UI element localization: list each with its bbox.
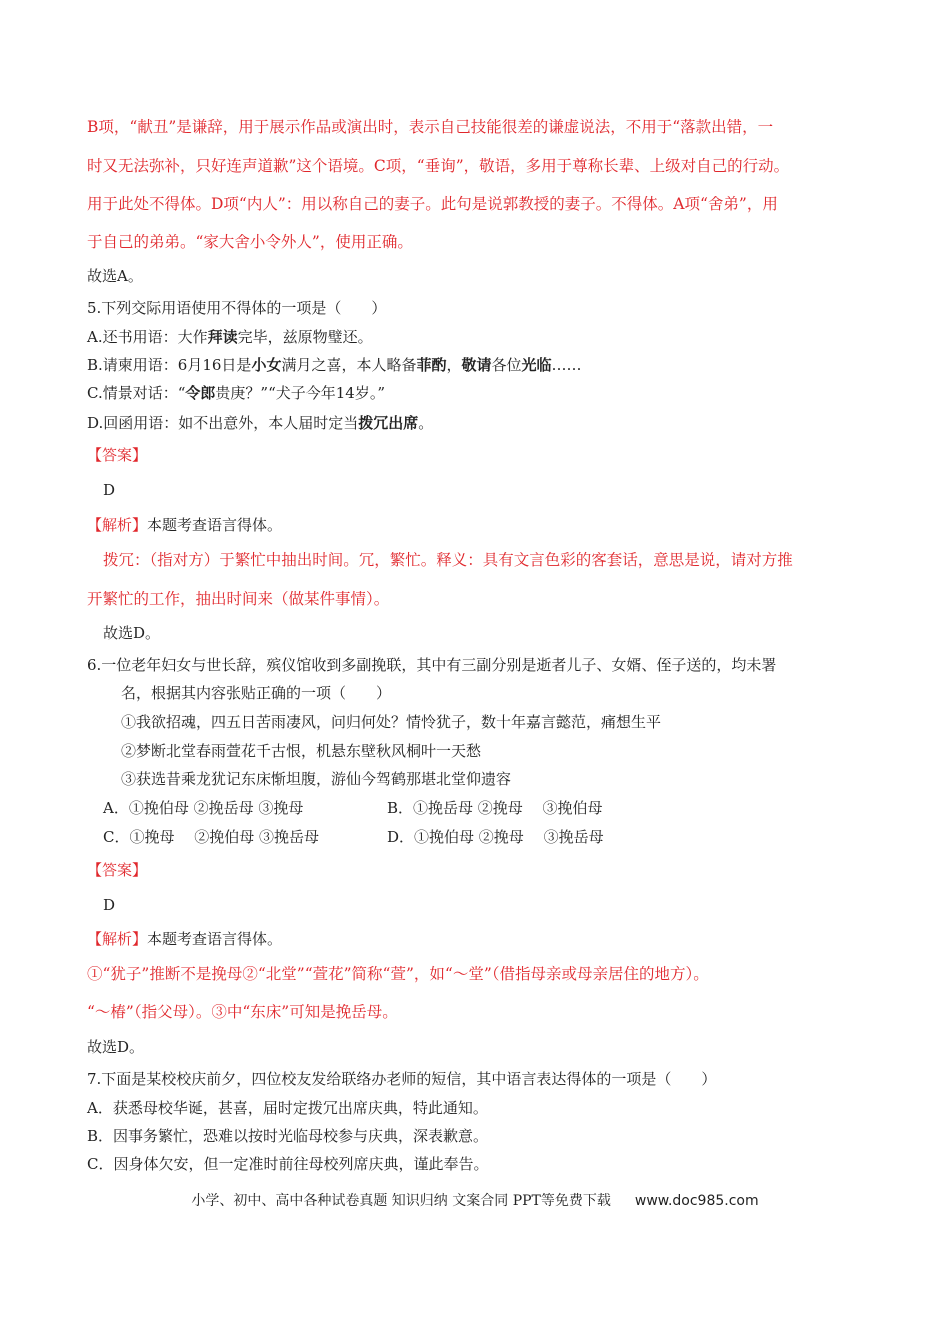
q5-b-mid-3: 各位	[491, 356, 522, 374]
q5-b-post: ……	[551, 356, 582, 374]
q4-conclusion: 故选A。	[87, 267, 143, 285]
q5-explanation-line-1: 拨冗：（指对方）于繁忙中抽出时间。冗，繁忙。释义：具有文言色彩的客套话，意思是说，请对方推	[103, 551, 793, 569]
q5-d-post: 。	[418, 414, 434, 432]
q5-b-bold-4: 光临	[521, 356, 552, 374]
q6-analysis	[87, 929, 282, 949]
q4-explanation-line-2: 时又无法弥补，只好连声道歉”这个语境。C项，“垂询”，敬语，多用于尊称长辈、上级对自己的行动。	[87, 157, 790, 175]
footer-url[interactable]: www.doc985.com	[634, 1193, 759, 1209]
q5-c-mid: 贵庚？”“犬子今年14岁。”	[215, 384, 385, 402]
q5-stem: 5.下列交际用语使用不得体的一项是（ ）	[87, 299, 387, 317]
q5-analysis	[87, 515, 282, 535]
q6-conclusion: 故选D。	[87, 1038, 145, 1056]
q4-explanation-line-3: 用于此处不得体。D项“内人”：用以称自己的妻子。此句是说郭教授的妻子。不得体。A项“舍弟”，用	[87, 195, 778, 213]
q5-c-pre: C.情景对话：“	[87, 384, 186, 402]
q5-c-bold: 令郎	[185, 384, 216, 402]
q5-d-bold: 拨冗出席	[358, 414, 419, 432]
q5-explanation-line-2: 开繁忙的工作，抽出时间来（做某件事情）。	[87, 590, 390, 608]
q5-answer-label: 【答案】	[87, 446, 148, 464]
page-footer	[0, 1190, 950, 1210]
q5-b-pre: B.请柬用语：6月16日是	[87, 356, 252, 374]
q7-stem: 7.下面是某校校庆前夕，四位校友发给联络办老师的短信，其中语言表达得体的一项是（ ）	[87, 1070, 717, 1088]
q6-couplet-3: ③获选昔乘龙犹记东床惭坦腹，游仙今驾鹤那堪北堂仰遗容	[121, 770, 512, 788]
q7-option-b: B．因事务繁忙，恐难以按时光临母校参与庆典，深表歉意。	[87, 1127, 489, 1145]
footer-text: 小学、初中、高中各种试卷真题 知识归纳 文案合同 PPT等免费下载	[191, 1193, 611, 1209]
q5-conclusion: 故选D。	[103, 624, 161, 642]
q5-b-bold-1: 小女	[251, 356, 282, 374]
q5-d-pre: D.回函用语：如不出意外，本人届时定当	[87, 414, 359, 432]
q7-option-c: C．因身体欠安，但一定准时前往母校列席庆典，谨此奉告。	[87, 1155, 489, 1173]
q6-explanation-line-2: “～椿”（指父母）。③中“东床”可知是挽岳母。	[87, 1003, 398, 1021]
q5-a-bold: 拜读	[207, 328, 238, 346]
q5-analysis-label: 【解析】	[87, 516, 148, 534]
q5-option-d	[87, 413, 433, 433]
q6-option-b: B．①挽岳母 ②挽母 ③挽伯母	[387, 799, 603, 817]
q5-b-bold-3: 敬请	[461, 356, 492, 374]
q6-answer: D	[103, 896, 116, 914]
q6-stem-line-2: 名，根据其内容张贴正确的一项（ ）	[121, 684, 392, 702]
q6-couplet-1: ①我欲招魂，四五日苦雨凄风，问归何处？情怜犹子，数十年嘉言懿范，痛想生平	[121, 713, 662, 731]
q6-analysis-text: 本题考查语言得体。	[147, 930, 283, 948]
q6-option-a: A．①挽伯母 ②挽岳母 ③挽母	[103, 799, 304, 817]
q6-explanation-line-1: ①“犹子”推断不是挽母②“北堂”“萱花”简称“萱”，如“～堂”（借指母亲或母亲居住的地方）。	[87, 965, 709, 983]
q4-explanation-line-4: 于自己的弟弟。“家大舍小令外人”，使用正确。	[87, 233, 413, 251]
q6-analysis-label: 【解析】	[87, 930, 148, 948]
q5-option-b	[87, 355, 582, 375]
q5-a-pre: A.还书用语：大作	[87, 328, 208, 346]
q5-b-mid-1: 满月之喜，本人略备	[281, 356, 417, 374]
q6-stem-line-1: 6.一位老年妇女与世长辞，殡仪馆收到多副挽联，其中有三副分别是逝者儿子、女婿、侄子送的，均未署	[87, 656, 777, 674]
q7-option-a: A．获悉母校华诞，甚喜，届时定拨冗出席庆典，特此通知。	[87, 1099, 488, 1117]
q5-answer: D	[103, 481, 116, 499]
q5-b-bold-2: 菲酌	[416, 356, 447, 374]
q6-option-d: D．①挽伯母 ②挽母 ③挽岳母	[387, 828, 604, 846]
q5-a-post: 完毕，兹原物璧还。	[237, 328, 373, 346]
q5-option-c	[87, 383, 385, 403]
q6-answer-label: 【答案】	[87, 861, 148, 879]
q5-b-mid-2: ，	[446, 356, 462, 374]
q6-couplet-2: ②梦断北堂春雨萱花千古恨，机悬东壁秋风桐叶一天愁	[121, 742, 482, 760]
q4-explanation-line-1: B项，“献丑”是谦辞，用于展示作品或演出时，表示自己技能很差的谦虚说法，不用于“落款出错，一	[87, 118, 774, 136]
q5-analysis-text: 本题考查语言得体。	[147, 516, 283, 534]
q6-option-c: C．①挽母 ②挽伯母 ③挽岳母	[103, 828, 320, 846]
q5-option-a	[87, 327, 373, 347]
